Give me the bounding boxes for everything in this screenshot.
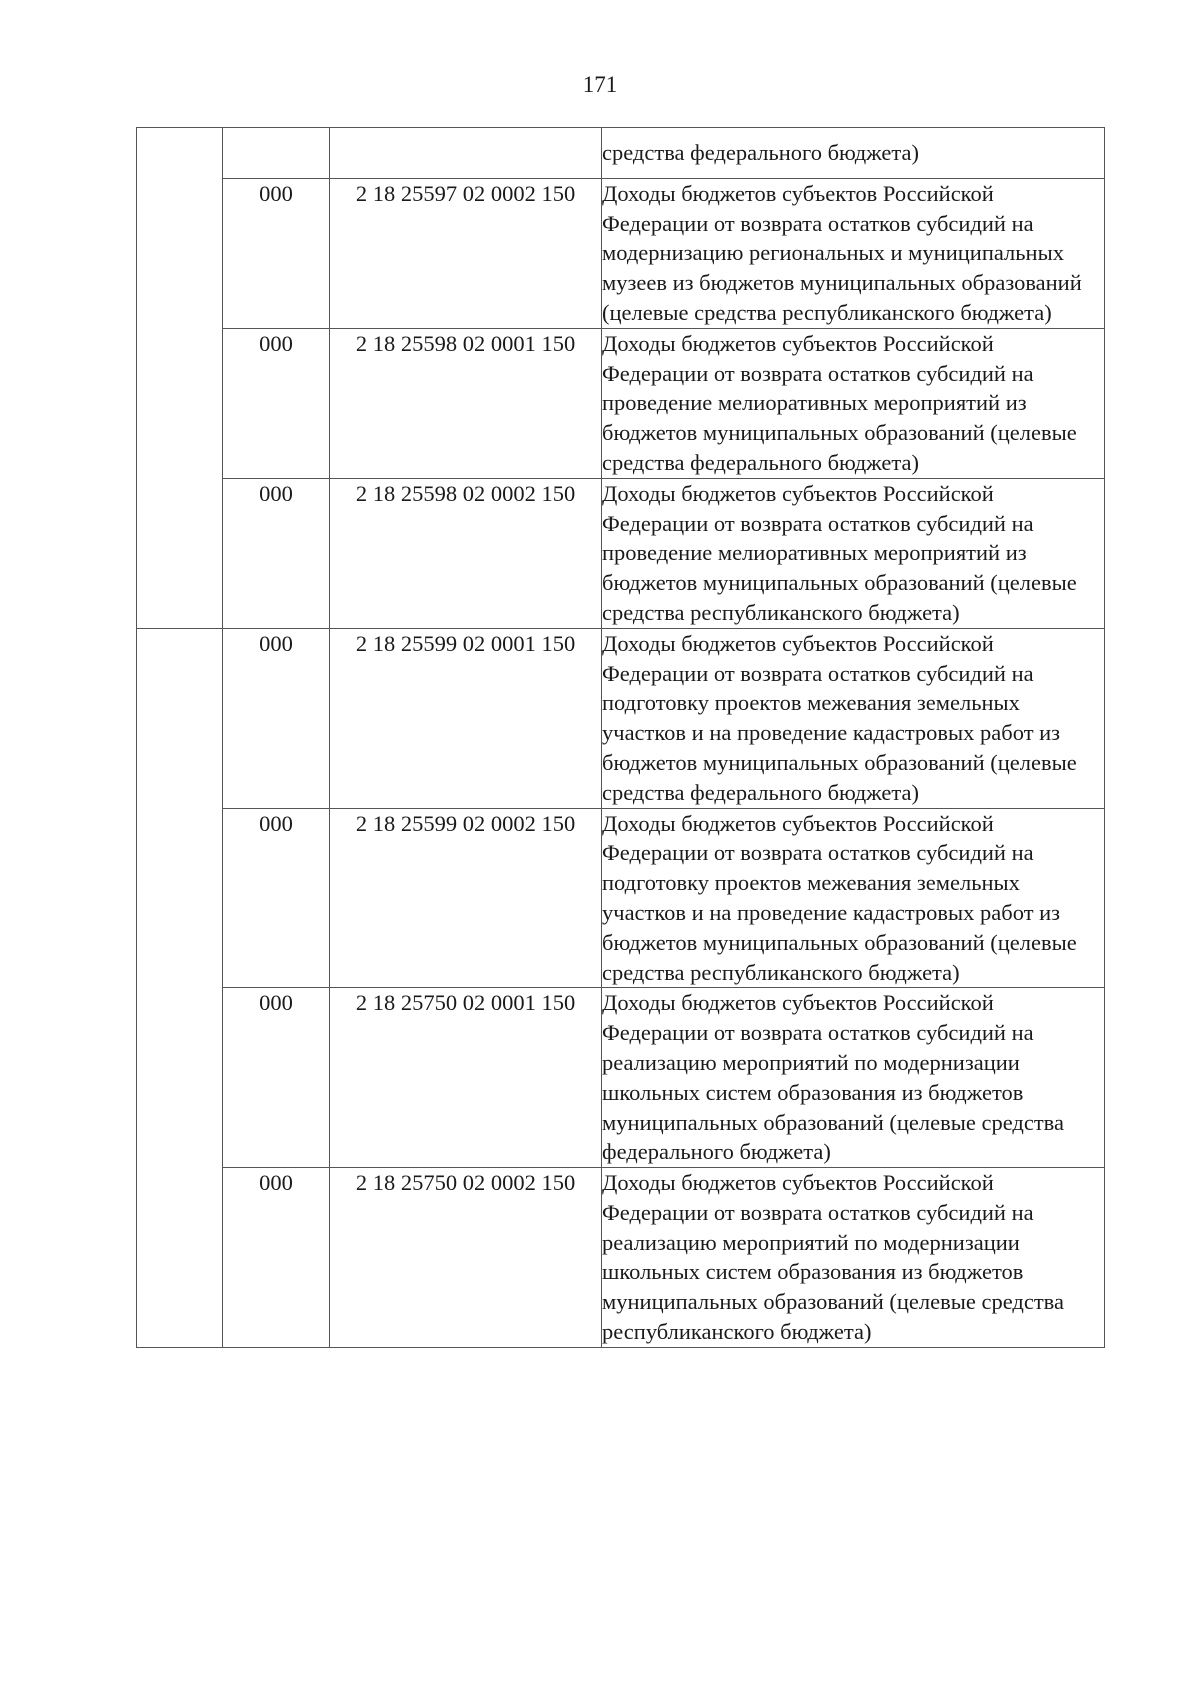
admin-code-cell: 000 xyxy=(223,628,330,808)
admin-code-cell: 000 xyxy=(223,178,330,328)
budget-code-cell: 2 18 25750 02 0002 150 xyxy=(330,1168,602,1348)
description-cell: Доходы бюджетов субъектов Российской Федерации от возврата остатков субсидий на реализацию мероприятий по модернизации школьных систем образования из бюджетов муниципальных образований (целевые средства республиканского бюджета) xyxy=(602,1168,1105,1348)
table-row xyxy=(137,628,1105,808)
budget-code-cell: 2 18 25598 02 0002 150 xyxy=(330,478,602,628)
table-row xyxy=(137,328,1105,478)
description-cell: Доходы бюджетов субъектов Российской Федерации от возврата остатков субсидий на модернизацию региональных и муниципальных музеев из бюджетов муниципальных образований (целевые средства республиканского бюджета) xyxy=(602,178,1105,328)
table-row xyxy=(137,478,1105,628)
admin-code-cell: 000 xyxy=(223,988,330,1168)
table-row xyxy=(137,808,1105,988)
admin-code-cell xyxy=(223,128,330,179)
table-row xyxy=(137,988,1105,1168)
description-cell: Доходы бюджетов субъектов Российской Федерации от возврата остатков субсидий на подготовку проектов межевания земельных участков и на проведение кадастровых работ из бюджетов муниципальных образований (целевые средства республиканского бюджета) xyxy=(602,808,1105,988)
description-cell: Доходы бюджетов субъектов Российской Федерации от возврата остатков субсидий на проведение мелиоративных мероприятий из бюджетов муниципальных образований (целевые средства федерального бюджета) xyxy=(602,328,1105,478)
admin-code-cell: 000 xyxy=(223,1168,330,1348)
table-row xyxy=(137,178,1105,328)
budget-code-cell: 2 18 25597 02 0002 150 xyxy=(330,178,602,328)
budget-code-cell xyxy=(330,128,602,179)
admin-code-cell: 000 xyxy=(223,808,330,988)
budget-code-cell: 2 18 25599 02 0002 150 xyxy=(330,808,602,988)
group-cell xyxy=(137,128,223,629)
admin-code-cell: 000 xyxy=(223,328,330,478)
description-cell: Доходы бюджетов субъектов Российской Федерации от возврата остатков субсидий на реализацию мероприятий по модернизации школьных систем образования из бюджетов муниципальных образований (целевые средства федерального бюджета) xyxy=(602,988,1105,1168)
description-cell: Доходы бюджетов субъектов Российской Федерации от возврата остатков субсидий на подготовку проектов межевания земельных участков и на проведение кадастровых работ из бюджетов муниципальных образований (целевые средства федерального бюджета) xyxy=(602,628,1105,808)
table-row xyxy=(137,128,1105,179)
description-cell: средства федерального бюджета) xyxy=(602,128,1105,179)
budget-code-cell: 2 18 25598 02 0001 150 xyxy=(330,328,602,478)
admin-code-cell: 000 xyxy=(223,478,330,628)
budget-code-cell: 2 18 25750 02 0001 150 xyxy=(330,988,602,1168)
budget-classification-table xyxy=(136,127,1105,1348)
budget-code-cell: 2 18 25599 02 0001 150 xyxy=(330,628,602,808)
table-row xyxy=(137,1168,1105,1348)
description-cell: Доходы бюджетов субъектов Российской Федерации от возврата остатков субсидий на проведение мелиоративных мероприятий из бюджетов муниципальных образований (целевые средства республиканского бюджета) xyxy=(602,478,1105,628)
group-cell xyxy=(137,628,223,1347)
page-number: 171 xyxy=(582,72,618,97)
